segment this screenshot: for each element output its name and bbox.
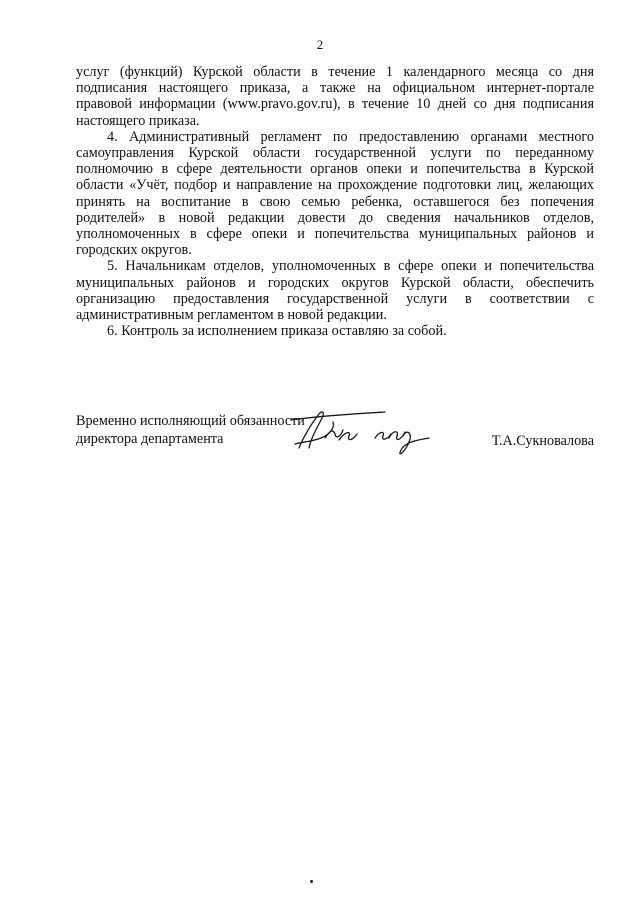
paragraph-continuation xyxy=(76,64,594,129)
paragraph-6: 6. Контроль за исполнением приказа оставляю за собой. xyxy=(107,323,447,340)
handwritten-signature xyxy=(289,404,439,462)
scan-artifact-dot xyxy=(310,880,313,883)
signatory-title-line-2: директора департамента xyxy=(76,431,224,447)
document-body xyxy=(76,64,594,339)
page-number: 2 xyxy=(316,37,324,52)
signature-block xyxy=(76,412,594,472)
continuation-text-before: услуг (функций) Курской области в течение 1 календарного месяца со дня подписания настоящего приказа, а также на официальном интернет-портале правовой информации ( xyxy=(76,64,594,113)
paragraph-4: 4. Административный регламент по предоставлению органами местного самоуправления Курской области государственной услуги по переданному полномочию в сфере деятельности органов опеки и попечительства в Курской области «Учёт, подбор и направление на прохождение подготовки лиц, желающих принять на воспитание в свою семью ребенка, оставшегося без попечения родителей» в новой редакции довести до сведения начальников отделов, уполномоченных в сфере опеки и попечительства муниципальных районов и городских округов. xyxy=(76,128,594,259)
continuation-text-after: ), в течение 10 дней со дня подписания настоящего приказа. xyxy=(76,96,594,129)
pravo-gov-link[interactable]: www.pravo.gov.ru xyxy=(227,96,333,113)
paragraph-5: 5. Начальникам отделов, уполномоченных в сфере опеки и попечительства муниципальных районов и городских округов Курской области, обеспечить организацию предоставления государственной услуги в соответствии с административным регламентом в новой редакции. xyxy=(76,258,594,324)
signatory-name: Т.А.Сукновалова xyxy=(491,433,594,449)
signatory-title-line-1: Временно исполняющий обязанности xyxy=(76,413,305,429)
